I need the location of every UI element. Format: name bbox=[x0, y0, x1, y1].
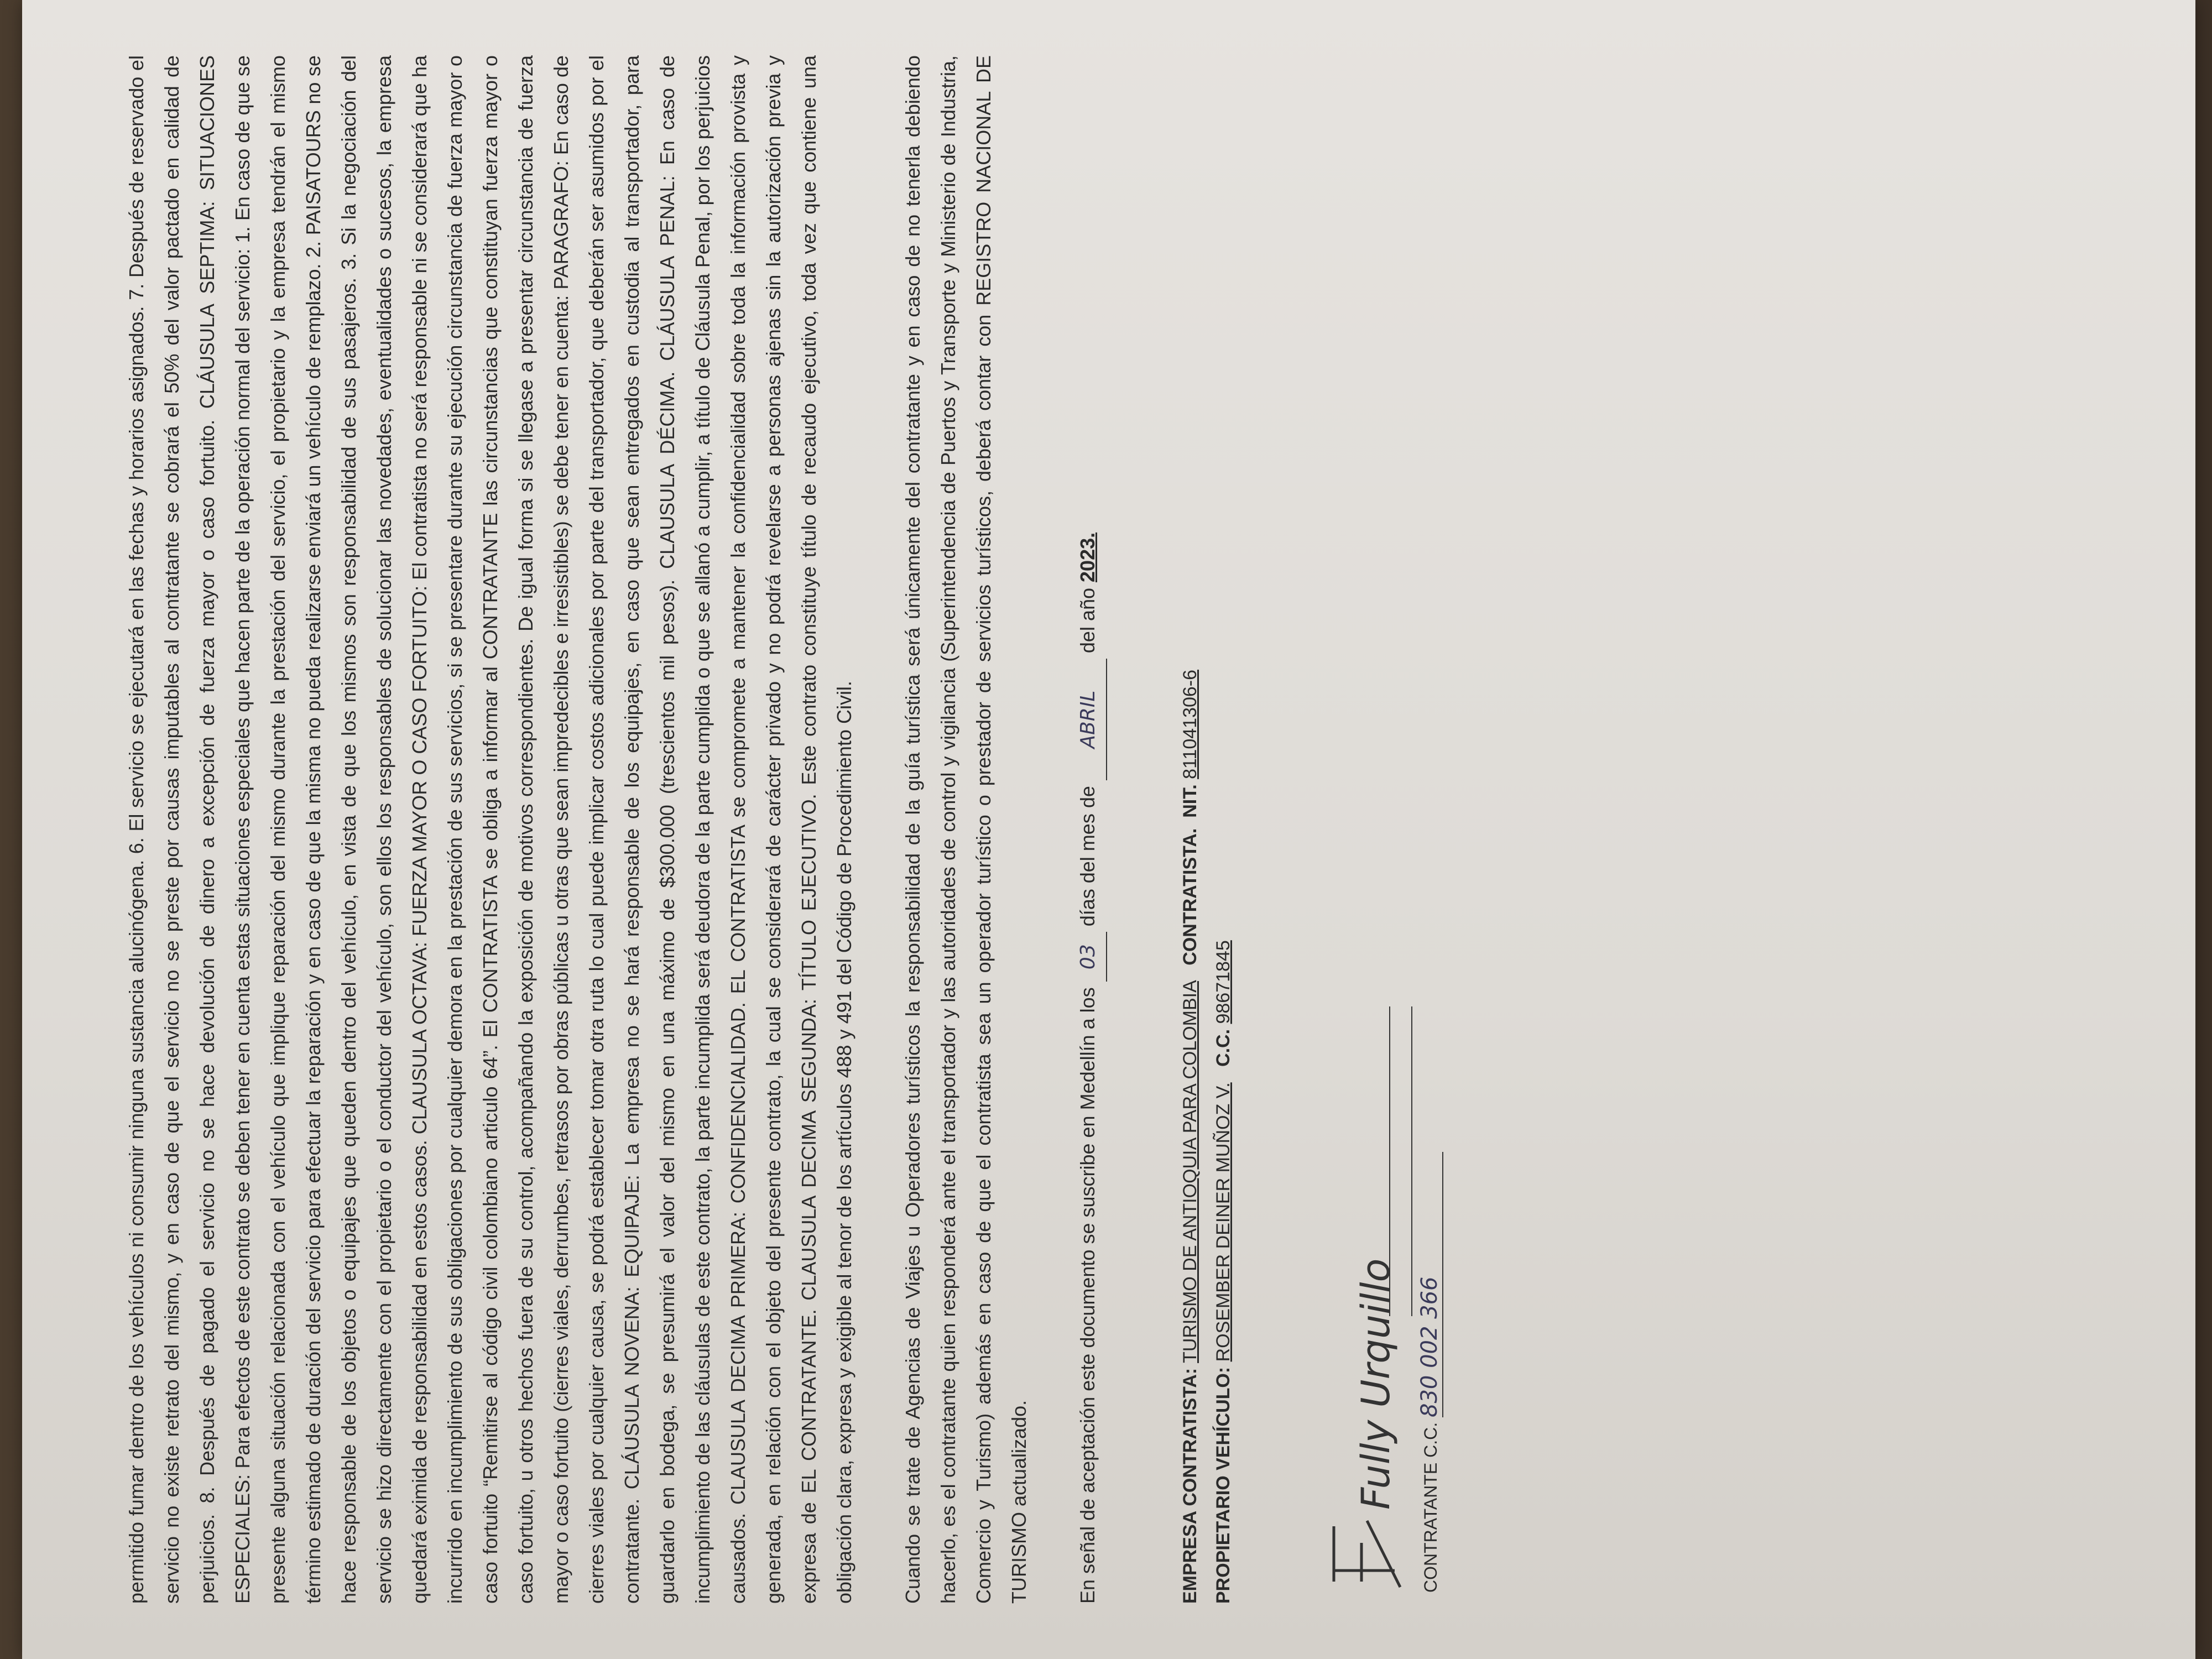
contract-paragraph-agencies: Cuando se trate de Agencias de Viajes u Operadores turísticos la responsabilidad de la guía turística será únicamente del contratante y en caso de no tenerla debiendo hacerlo, es el contratante quien responderá ante el transportador y las autoridades de control y vigilancia (Superintendencia de Puertos y Transporte y Ministerio de Industria, Comercio y Turismo) además en caso de que el contratista sea un operador turístico o prestador de servicios turísticos, deberá contar con REGISTRO NACIONAL DE TURISMO actualizado. bbox=[901, 55, 1030, 1604]
empresa-name: TURISMO DE ANTIOQUIA PARA COLOMBIA bbox=[1180, 981, 1201, 1363]
handwritten-signature bbox=[1317, 1095, 1411, 1593]
closing-text-year: del año bbox=[1076, 587, 1099, 654]
cc-value: 98671845 bbox=[1213, 940, 1234, 1024]
contract-paragraph-clauses: permitido fumar dentro de los vehículos ni consumir ninguna sustancia alucinógena. 6. El servicio se ejecutará en las fechas y horarios asignados. 7. Después de reservado el servicio no existe retrato del mismo, y en caso de que el servicio no se preste por causas imputables al contratante se cobrará el 50% del valor pactado en calidad de perjuicios. 8. Después de pagado el servicio no se hace devolución de dinero a excepción de fuerza mayor o caso fortuito. CLÁUSULA SEPTIMA: SITUACIONES ESPECIALES: Para efectos de este contrato se deben tener en cuenta estas situaciones especiales que hacen parte de la operación normal del servicio: 1. En caso de que se presente alguna situación relacionada con el vehículo que implique reparación del mismo durante la prestación del servicio, el propietario y la empresa tendrán el mismo término estimado de duración del servicio para efectuar la reparación y en caso de que la misma no pueda realizarse enviará un vehículo de remplazo. 2. PAISATOURS no se hace responsable de los objetos o equipajes que queden dentro del vehículo, en vista de que los mismos son responsabilidad de sus pasajeros. 3. Si la negociación del servicio se hizo directamente con el propietario o el conductor del vehículo, son ellos los responsables de solucionar las novedades, eventualidades o sucesos, la empresa quedará eximida de responsabilidad en estos casos. CLAUSULA OCTAVA: FUERZA MAYOR O CASO FORTUITO: El contratista no será responsable ni se considerará que ha incurrido en incumplimiento de sus obligaciones por cualquier demora en la prestación de sus servicios, si se presentare durante su ejecución circunstancia de fuerza mayor o caso fortuito “Remitirse al código civil colombiano articulo 64”. El CONTRATISTA se obliga a informar al CONTRATANTE las circunstancias que constituyan fuerza mayor o caso fortuito, u otros hechos fuera de su control, acompañando la exposición de motivos correspondientes. De igual forma si se llegase a presentar circunstancia de fuerza mayor o caso fortuito (cierres viales, derrumbes, retrasos por obras públicas u otras que sean impredecibles e irresistibles) se debe tener en cuenta: PARAGRAFO: En caso de cierres viales por cualquier causa, se podrá establecer tomar otra ruta lo cual puede implicar costos adicionales por parte del transportador, que deberán ser asumidos por el contratante. CLÁUSULA NOVENA: EQUIPAJE: La empresa no se hará responsable de los equipajes, en caso que sean entregados en custodia al transportador, para guardarlo en bodega, se presumirá el valor del mismo en una máximo de $300.000 (trescientos mil pesos). CLAUSULA DÉCIMA. CLÁUSULA PENAL: En caso de incumplimiento de las cláusulas de este contrato, la parte incumplida será deudora de la parte cumplida o que se allanó a cumplir, a título de Cláusula Penal, por los perjuicios causados. CLAUSULA DECIMA PRIMERA: CONFIDENCIALIDAD. EL CONTRATISTA se compromete a mantener la confidencialidad sobre toda la información provista y generada, en relación con el objeto del presente contrato, la cual se considerará de carácter privado y no podrá revelarse a personas ajenas sin la autorización previa y expresa de EL CONTRATANTE. CLAUSULA DECIMA SEGUNDA: TÍTULO EJECUTIVO. Este contrato constituye título de recaudo ejecutivo, toda vez que contiene una obligación clara, expresa y exigible al tenor de los artículos 488 y 491 del Código de Procedimiento Civil. bbox=[125, 55, 855, 1604]
empresa-line bbox=[1173, 55, 1207, 1604]
nit-value: 811041306-6 bbox=[1180, 669, 1201, 779]
paper-sheet bbox=[22, 0, 2195, 1659]
closing-month: ABRIL bbox=[1071, 659, 1107, 780]
closing-text-month: días del mes de bbox=[1076, 786, 1099, 927]
propietario-name: ROSEMBER DEINER MUÑOZ V. bbox=[1213, 1082, 1234, 1362]
contratante-line bbox=[1417, 1152, 1443, 1593]
propietario-label: PROPIETARIO VEHÍCULO: bbox=[1213, 1366, 1234, 1604]
closing-year: 2023. bbox=[1076, 532, 1099, 582]
signature-block bbox=[1173, 55, 1442, 1604]
closing-day: 03 bbox=[1071, 932, 1107, 982]
contract-page bbox=[41, 11, 2176, 1648]
contratista-label: CONTRATISTA. bbox=[1180, 828, 1201, 966]
closing-text-start: En señal de aceptación este documento se suscribe en Medellín a los bbox=[1076, 987, 1099, 1604]
contratante-label: CONTRATANTE C.C. bbox=[1421, 1422, 1441, 1593]
acceptance-statement bbox=[1070, 55, 1107, 1604]
empresa-label: EMPRESA CONTRATISTA: bbox=[1180, 1368, 1201, 1604]
nit-label: NIT. bbox=[1180, 784, 1201, 818]
signature-name: Fully Urquillo bbox=[1353, 1258, 1399, 1510]
signature-line-2 bbox=[1411, 1006, 1412, 1316]
signature-line-1 bbox=[1389, 1006, 1390, 1316]
cc-label: C.C. bbox=[1213, 1029, 1234, 1067]
propietario-line bbox=[1207, 55, 1240, 1604]
contratante-cc: 830 002 366 bbox=[1417, 1152, 1443, 1417]
